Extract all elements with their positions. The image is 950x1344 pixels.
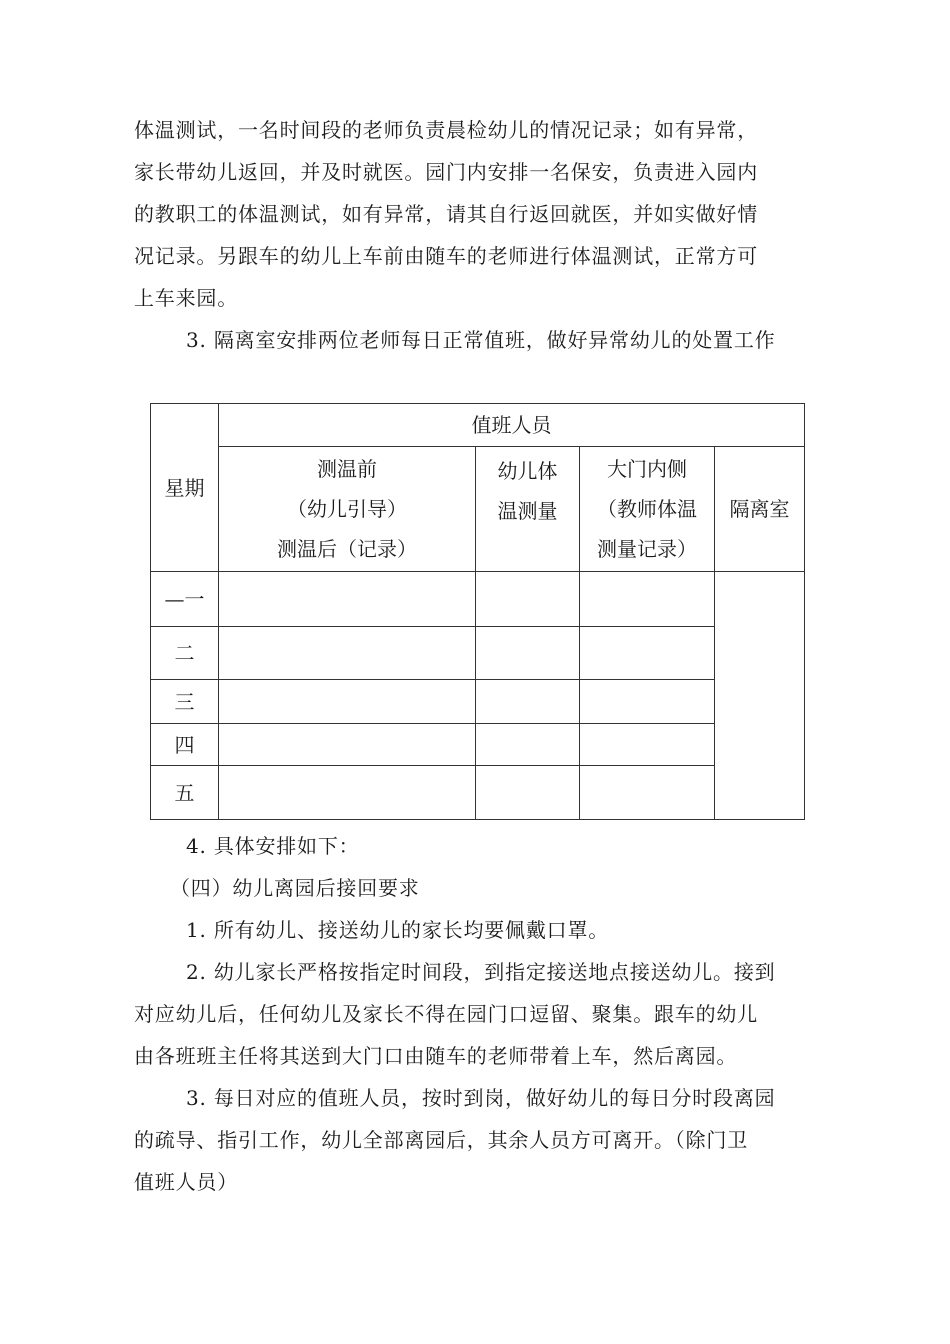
header-col-child-temp	[476, 447, 580, 572]
table-cell	[476, 680, 580, 724]
paragraph-line: 上车来园。	[134, 286, 238, 310]
paragraph-line: 况记录。另跟车的幼儿上车前由随车的老师进行体温测试，正常方可	[134, 244, 758, 268]
duty-table	[150, 403, 805, 820]
table-cell	[580, 766, 715, 820]
item-4: 4. 具体安排如下：	[186, 834, 360, 858]
requirement-2-line: 2. 幼儿家长严格按指定时间段，到指定接送地点接送幼儿。接到	[186, 960, 776, 984]
header-col-gate-line: （教师体温	[597, 497, 697, 521]
table-cell	[219, 766, 476, 820]
table-cell	[476, 724, 580, 766]
paragraph-line: 体温测试，一名时间段的老师负责晨检幼儿的情况记录；如有异常，	[134, 118, 758, 142]
header-col-child-temp-line: 幼儿体	[497, 459, 558, 483]
table-cell	[476, 572, 580, 627]
header-col-isolation: 隔离室	[715, 447, 805, 572]
paragraph-line: 家长带幼儿返回，并及时就医。园门内安排一名保安，负责进入园内	[134, 160, 758, 184]
requirement-3-line: 的疏导、指引工作，幼儿全部离园后，其余人员方可离开。（除门卫	[134, 1128, 748, 1152]
table-cell	[219, 724, 476, 766]
table-cell	[580, 572, 715, 627]
isolation-cell	[715, 572, 805, 820]
header-col-guide	[219, 447, 476, 572]
header-col-gate-line: 测量记录）	[597, 537, 697, 561]
paragraph-line: 的教职工的体温测试，如有异常，请其自行返回就医，并如实做好情	[134, 202, 758, 226]
header-duty-staff: 值班人员	[219, 404, 805, 447]
requirement-2-line: 由各班班主任将其送到大门口由随车的老师带着上车，然后离园。	[134, 1044, 738, 1068]
requirement-1: 1. 所有幼儿、接送幼儿的家长均要佩戴口罩。	[186, 918, 610, 942]
table-cell	[580, 724, 715, 766]
header-col-gate	[580, 447, 715, 572]
header-col-child-temp-line: 温测量	[497, 499, 558, 523]
day-cell: 二	[151, 627, 219, 680]
day-cell: —一	[151, 572, 219, 627]
header-col-gate-line: 大门内侧	[607, 457, 687, 481]
table-cell	[219, 680, 476, 724]
day-cell: 三	[151, 680, 219, 724]
requirement-3-line: 值班人员）	[134, 1170, 238, 1194]
table-cell	[219, 627, 476, 680]
requirement-2-line: 对应幼儿后，任何幼儿及家长不得在园门口逗留、聚集。跟车的幼儿	[134, 1002, 758, 1026]
day-cell: 四	[151, 724, 219, 766]
item-3-isolation: 3. 隔离室安排两位老师每日正常值班，做好异常幼儿的处置工作	[186, 328, 776, 352]
table-cell	[476, 627, 580, 680]
header-col-guide-line: 测温前	[317, 457, 377, 481]
header-day: 星期	[151, 404, 219, 572]
header-col-guide-line: （幼儿引导）	[287, 497, 407, 521]
table-cell	[476, 766, 580, 820]
day-cell: 五	[151, 766, 219, 820]
header-col-guide-line: 测温后（记录）	[277, 537, 417, 561]
table-cell	[580, 680, 715, 724]
table-cell	[219, 572, 476, 627]
requirement-3-line: 3. 每日对应的值班人员，按时到岗，做好幼儿的每日分时段离园	[186, 1086, 776, 1110]
section-4-title: （四）幼儿离园后接回要求	[170, 876, 420, 900]
table-cell	[580, 627, 715, 680]
